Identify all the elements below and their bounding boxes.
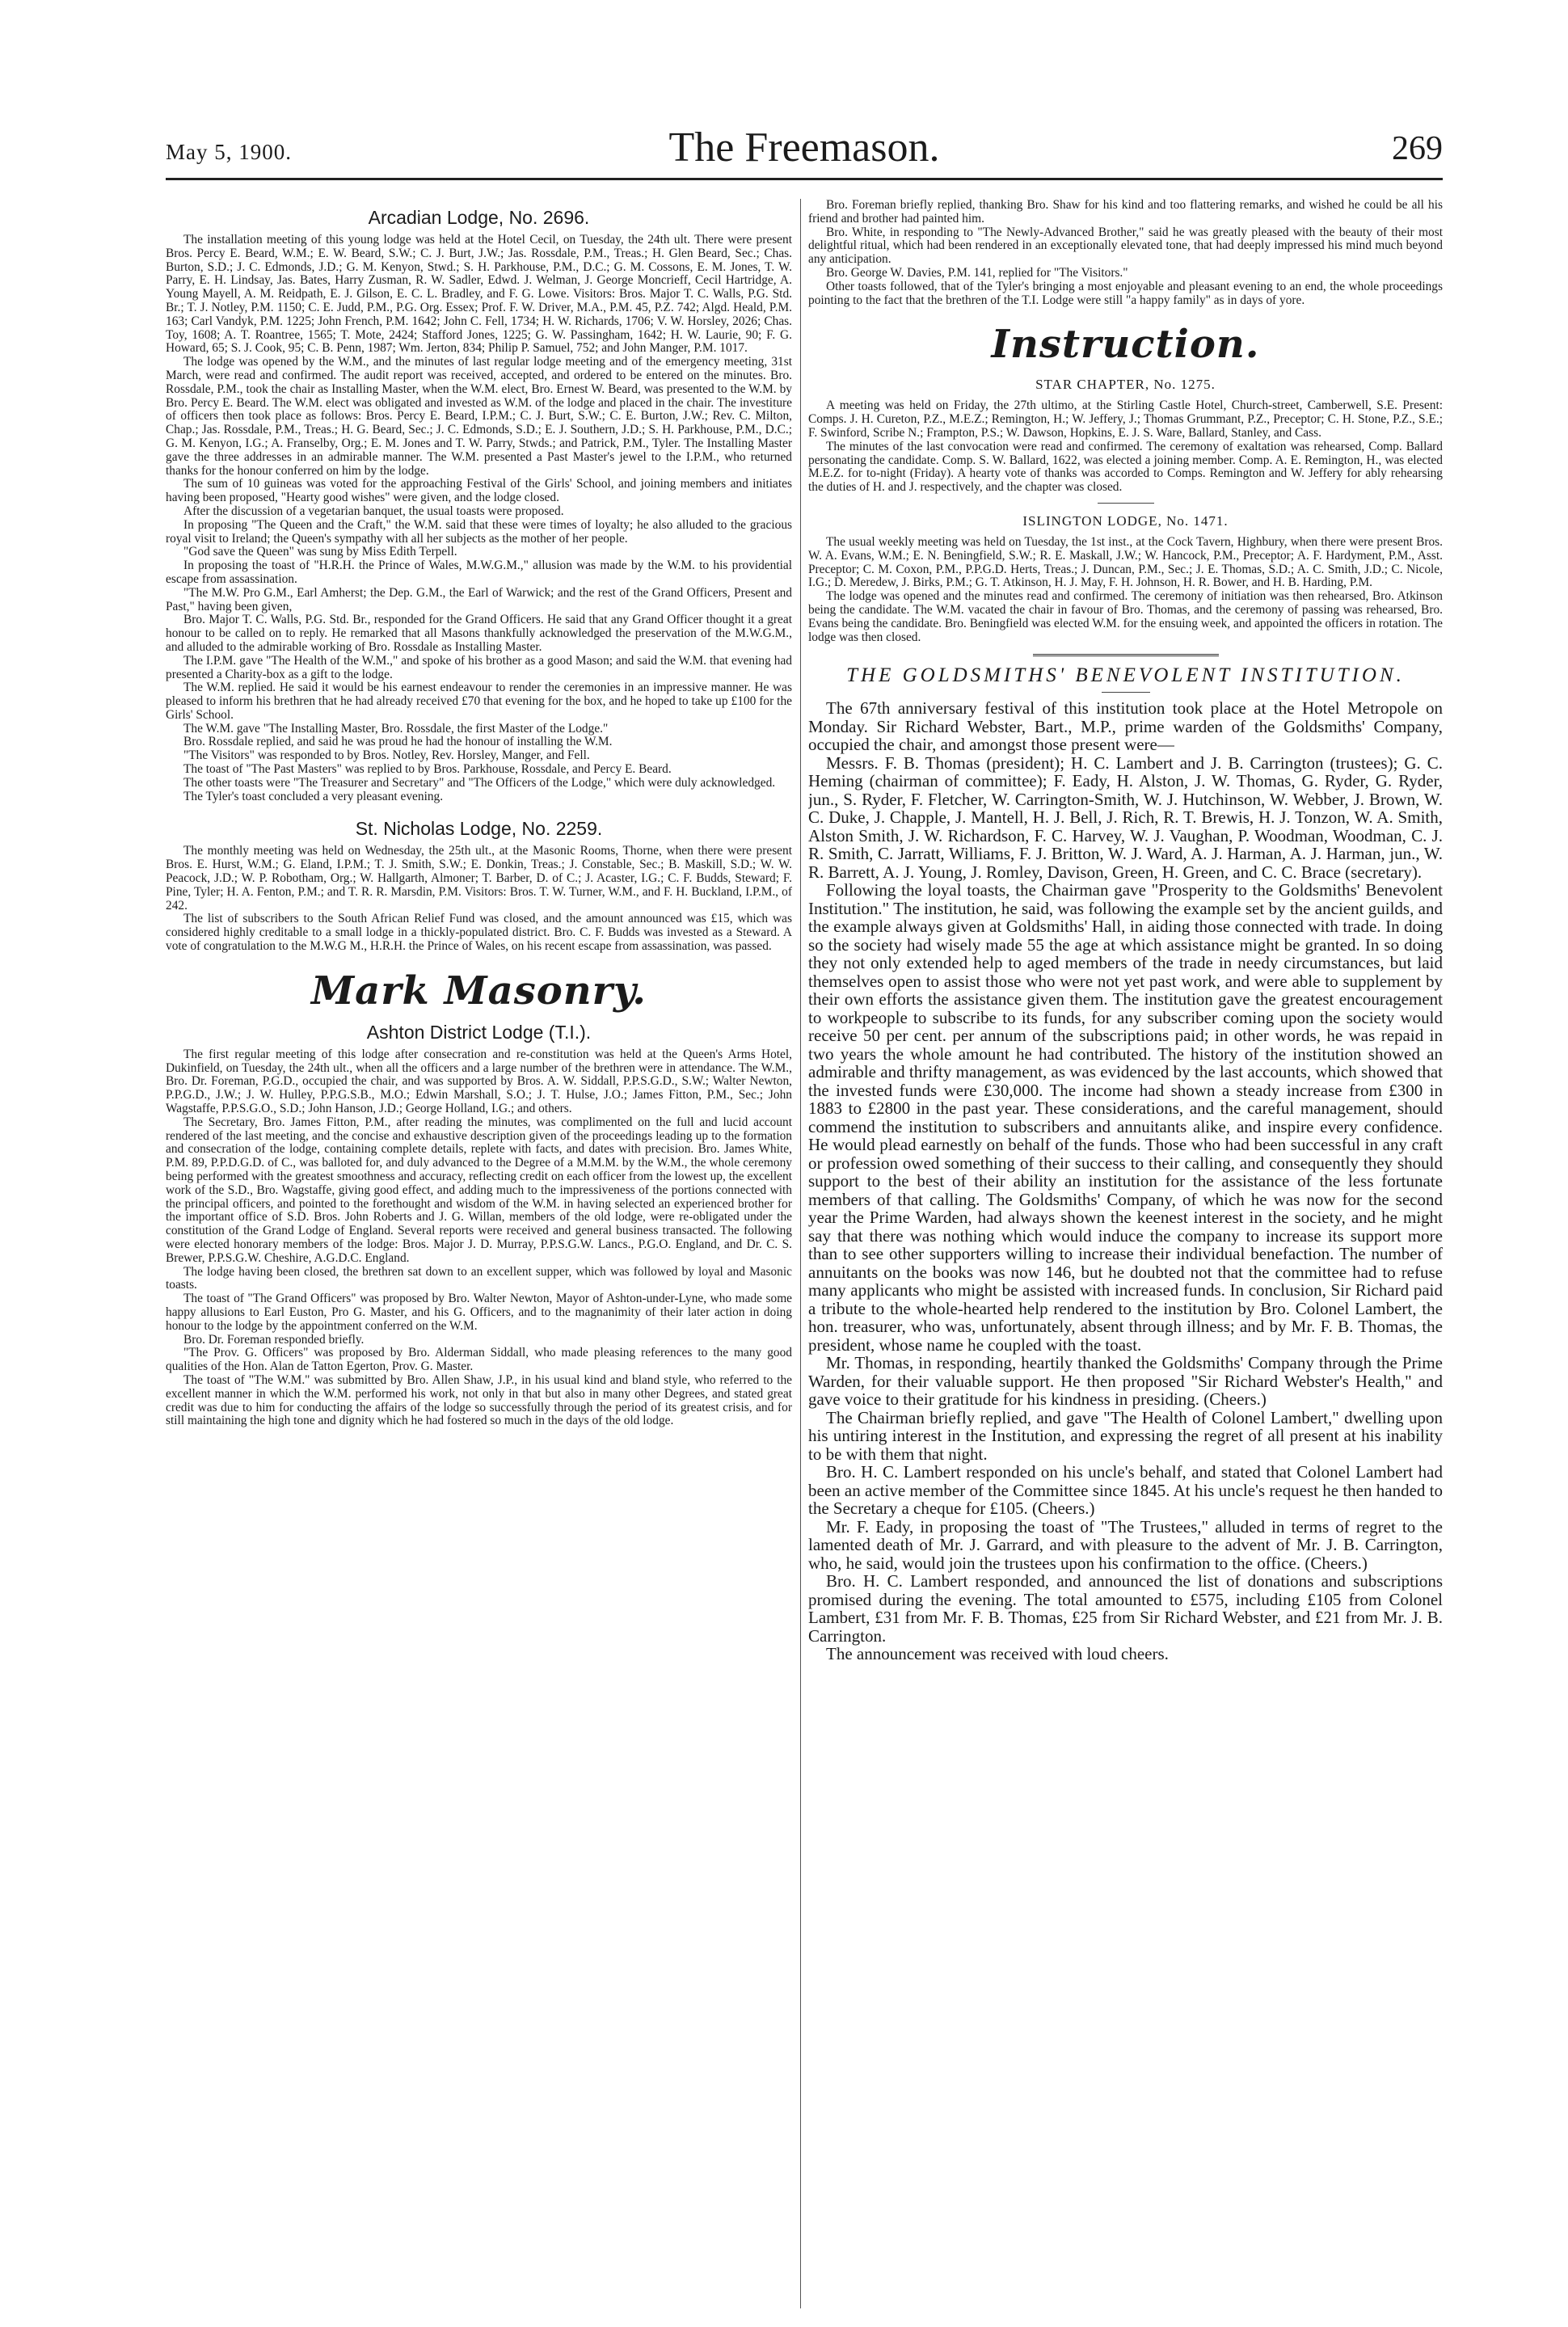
paragraph: The toast of "The Past Masters" was replied to by Bros. Parkhouse, Rossdale, and Percy E. Beard. [183, 762, 672, 777]
paragraph: The sum of 10 guineas was voted for the approaching Festival of the Girls' School, and joining members and initiates having been proposed, "Hearty good wishes" were given, and the lodge closed. [166, 477, 792, 505]
separator-rule [1033, 654, 1219, 656]
paragraph: "God save the Queen" was sung by Miss Edith Terpell. [183, 545, 457, 559]
masthead-rule [166, 178, 1443, 180]
separator-rule [1102, 692, 1150, 693]
paragraph: Other toasts followed, that of the Tyler's bringing a most enjoyable and pleasant evening to an end, the whole proceedings pointing to the fact that the brethren of the T.I. Lodge were still "a happy family" as in days of yore. [808, 279, 1443, 307]
article-body [166, 845, 792, 953]
paragraph: A meeting was held on Friday, the 27th ultimo, at the Stirling Castle Hotel, Church-street, Camberwell, S.E. Present: Comps. J. H. Cureton, P.Z., M.E.Z.; Remington, H.; W. Jeffery, J.; Thomas Grummant, P.Z., Preceptor; C. H. Stone, P.Z., S.E.; F. Swinford, Scribe N.; Frampton, P.S.; W. Dawson, Hopkins, E. J. S. Ware, Ballard, Stanley, and Cass. [808, 398, 1443, 440]
article-st-nicholas-lodge [166, 818, 792, 953]
paragraph: The other toasts were "The Treasurer and Secretary" and "The Officers of the Lodge," which were duly acknowledged. [183, 775, 776, 790]
paragraph: Bro. Major T. C. Walls, P.G. Std. Br., responded for the Grand Officers. He said that any Grand Officer thought it a great honour to be called on to reply. He remarked that all Masons thankfully acknowledged the preservation of the M.W.G.M., and alluded to the admirable working of Bro. Rossdale as Installing Master. [166, 613, 792, 654]
paragraph: The Chairman briefly replied, and gave "The Health of Colonel Lambert," dwelling upon his untiring interest in the Institution, and expressing the regret of all present at his inability to be with them that night. [808, 1407, 1443, 1464]
paragraph: The usual weekly meeting was held on Tuesday, the 1st inst., at the Cock Tavern, Highbury, when there were present Bros. W. A. Evans, W.M.; E. N. Beningfield, S.W.; R. E. Maskall, J.W.; W. Hancock, P.M., Preceptor; A. F. Hardyment, P.M., Asst. Preceptor; C. M. Coxon, P.M., P.P.G.D. Herts, Treas.; J. Duncan, P.M., Sec.; J. E. Thomas, S.D.; A. C. Smith, J.D.; C. Nicole, I.G.; D. Meredew, J. Birks, P.M.; G. T. Atkinson, H. J. May, F. H. Johnson, H. R. Bower, and H. B. Harding, P.M. [808, 534, 1443, 590]
article-heading: THE GOLDSMITHS' BENEVOLENT INSTITUTION. [846, 664, 1405, 687]
article-body [808, 536, 1443, 644]
article-body [808, 399, 1443, 495]
paragraph: Bro. George W. Davies, P.M. 141, replied for "The Visitors." [826, 265, 1128, 280]
paragraph: The monthly meeting was held on Wednesday, the 25th ult., at the Masonic Rooms, Thorne, when there were present Bros. E. Hurst, W.M.; G. Eland, I.P.M.; T. J. Smith, S.W.; E. Donkin, Treas.; J. Constable, Sec.; B. Maskill, S.D.; W. W. Peacock, J.D.; W. P. Robotham, Org.; W. Hallgarth, Almoner; T. Barber, D. of C.; J. Acaster, I.G.; C. F. Budds, Steward; F. Pine, Tyler; H. A. Fenton, P.M.; and T. R. R. Marsdin, P.M. Visitors: Bros. T. W. Turner, W.M., and F. H. Buckland, I.P.M., of 242. [166, 844, 792, 913]
left-column [166, 199, 792, 2304]
paragraph: Bro. Rossdale replied, and said he was proud he had the honour of installing the W.M. [183, 735, 613, 749]
paragraph: Bro. Dr. Foreman responded briefly. [183, 1332, 365, 1347]
paragraph: The lodge was opened by the W.M., and the minutes of last regular lodge meeting and of the emergency meeting, 31st March, were read and confirmed. The audit report was received, accepted, and ordered to be entered on the minutes. Bro. Rossdale, P.M., took the chair as Installing Master, when the W.M. elect, Bro. Ernest W. Beard, was presented to the W.M. by Bro. Percy E. Beard. The W.M. elect was obligated and invested as W.M. of the lodge and placed in the chair. The investiture of officers then took place as follows: Bros. Percy E. Beard, I.P.M.; C. J. Burt, S.W.; C. E. Burton, J.W.; Rev. C. Milton, Chap.; Jas. Rossdale, P.M., Treas.; H. G. Beard, Sec.; J. C. Edmonds, S.D.; E. J. Southern, J.D.; S. H. Parkhouse, P.M., D.C.; G. M. Kenyon, I.G.; A. Franselby, Org.; E. M. Jones and T. W. Parry, Stwds.; and Patrick, P.M., Tyler. The Installing Master gave the three addresses in an admirable manner. The W.M. presented a Past Master's jewel to the I.P.M., who returned thanks for the honour conferred on him by the lodge. [166, 355, 792, 478]
paragraph: The minutes of the last convocation were read and confirmed. The ceremony of exaltation was rehearsed, Comp. Ballard personating the candidate. Comp. S. W. Ballard, 1622, was elected a joining member. Comp. A. E. Remington, H., was elected M.E.Z. for to-night (Friday). A hearty vote of thanks was accorded to Comps. Remington and W. Jeffery for ably rehearsing the duties of H. and J. respectively, and the chapter was closed. [808, 439, 1443, 495]
article-body [808, 699, 1443, 1663]
paragraph: The Secretary, Bro. James Fitton, P.M., after reading the minutes, was complimented on the full and lucid account rendered of the last meeting, and the concise and exhaustive description given of the proceedings leading up to the formation and consecration of the lodge, containing complete details, replete with facts, and dates with precision. Bro. James White, P.M. 89, P.P.D.G.D. of C., was balloted for, and duly advanced to the Degree of a M.M.M. by the W.M., the whole ceremony being performed with the greatest smoothness and accuracy, reflecting credit on each officer from the lowest up, the excellent work of the S.D., Bro. Wagstaffe, giving good effect, and adding much to the impressiveness of the portions connected with the principal officers, and pointed to the forethought and wisdom of the W.M. in having selected an experienced brother for the important office of S.D. Bros. John Roberts and J. G. Willan, members of the old lodge, were re-obligated under the constitution of the Grand Lodge of England. Several reports were received and general business transacted. The following were elected honorary members of the lodge: Bros. Major J. D. Murray, P.P.S.G.W. Lancs., P.G.O. England, and Dr. C. S. Brewer, P.P.S.G.W. Cheshire, A.G.D.C. England. [166, 1115, 792, 1265]
paragraph: Mr. F. Eady, in proposing the toast of "The Trustees," alluded in terms of regret to the lamented death of Mr. J. Garrard, and with pleasure to the advent of Mr. J. B. Carrington, who, he said, would join the trustees upon his confirmation to the office. (Cheers.) [808, 1516, 1443, 1573]
article-body [166, 1048, 792, 1428]
paragraph: Bro. H. C. Lambert responded, and announced the list of donations and subscriptions promised during the evening. The total amounted to £575, including £105 from Colonel Lambert, £31 from Mr. F. B. Thomas, £25 from Sir Richard Webster, and £21 from Mr. J. B. Carrington. [808, 1571, 1443, 1646]
newspaper-title: The Freemason. [668, 124, 940, 171]
page-number: 269 [1392, 130, 1443, 167]
paragraph: The lodge was opened and the minutes read and confirmed. The ceremony of initiation was then rehearsed, Bro. Atkinson being the candidate. The W.M. vacated the chair in favour of Bro. Thomas, and the ceremony of passing was rehearsed, Bro. Evans being the candidate. Bro. Beningfield was elected W.M. for the ensuing week, and appointed the officers in rotation. The lodge was then closed. [808, 589, 1443, 644]
paragraph: The W.M. gave "The Installing Master, Bro. Rossdale, the first Master of the Lodge." [183, 721, 609, 736]
paragraph: Bro. H. C. Lambert responded on his uncle's behalf, and stated that Colonel Lambert had been an active member of the Committee since 1845. At his uncle's request he then handed to the Secretary a cheque for £105. (Cheers.) [808, 1462, 1443, 1519]
paragraph: "The Prov. G. Officers" was proposed by Bro. Alderman Siddall, who made pleasing references to the many good qualities of the Hon. Alan de Tatton Egerton, Prov. G. Master. [166, 1346, 792, 1374]
article-arcadian-lodge [166, 207, 792, 803]
article-goldsmiths-institution [808, 664, 1443, 1663]
masthead [166, 121, 1443, 171]
paragraph: The toast of "The W.M." was submitted by Bro. Allen Shaw, J.P., in his usual kind and bland style, who referred to the excellent manner in which the W.M. performed his work, not only in that but also in many other Degrees, and stated great credit was due to him for conducting the affairs of the lodge so successfully through the period of its greatest crisis, and for still maintaining the high tone and dignity which he had fostered so much in the days of the old lodge. [166, 1372, 792, 1428]
paragraph: The installation meeting of this young lodge was held at the Hotel Cecil, on Tuesday, the 24th ult. There were present Bros. Percy E. Beard, W.M.; E. W. Beard, S.W.; C. J. Burt, J.W.; Jas. Rossdale, P.M., Treas.; H. Glen Beard, Sec.; Chas. Burton, S.D.; J. C. Edmonds, J.D.; G. M. Kenyon, Stwd.; S. H. Parkhouse, P.M., D.C.; G. M. Cossons, E. M. Jones, T. W. Parry, E. H. Lindsay, Jas. Bates, Harry Zusman, R. W. Sadler, Edwd. J. Welman, J. George Moncrieff, Cecil Hartridge, A. Young Mayell, A. M. Reidpath, E. J. Gilson, E. C. L. Bradley, and F. G. Lowe. Visitors: Bros. Major T. C. Walls, P.G. Std. Br.; T. J. Notley, P.M. 1150; C. E. Judd, P.M., P.G. Org. Essex; Prof. F. W. Driver, M.A., P.M. 45, P.Z. 742; Algd. Heald, P.M. 163; Carl Vandyk, P.M. 1225; John French, P.M. 1642; John C. Fell, 1734; H. W. Richards, 1706; V. W. Horsley, 2026; Chas. Toy, 1608; A. T. Roantree, 1565; T. Mote, 2424; Stafford Jones, 1225; G. W. Passingham, 1642; H. W. Laurie, 90; F. G. Howard, 65; S. J. Cook, 95; C. B. Penn, 1987; Wm. Jerton, 834; Philip P. Samuel, 752; and John Manger, P.M. 1017. [166, 233, 792, 356]
paragraph: The toast of "The Grand Officers" was proposed by Bro. Walter Newton, Mayor of Ashton-under-Lyne, who made some happy allusions to Earl Euston, Pro G. Master, and his G. Officers, and to the magnanimity of their later action in doing honour to the lodge by the appointment conferred on the W.M. [166, 1292, 792, 1333]
paragraph: After the discussion of a vegetarian banquet, the usual toasts were proposed. [183, 504, 564, 518]
section-heading: Instruction. [991, 322, 1260, 368]
issue-date: May 5, 1900. [166, 140, 292, 164]
separator-rule [1098, 503, 1154, 504]
article-mark-continued [808, 199, 1443, 307]
column-divider [800, 199, 801, 2308]
section-instruction [808, 322, 1443, 644]
article-heading: ISLINGTON LODGE, No. 1471. [1022, 512, 1229, 529]
article-heading: Arcadian Lodge, No. 2696. [368, 207, 590, 228]
paragraph: Following the loyal toasts, the Chairman gave "Prosperity to the Goldsmiths' Benevolent Institution." The institution, he said, was following the example set by the ancient guilds, and the example always given at Goldsmiths' Hall, in aiding those connected with trade. In doing so the society had wisely made 55 the age at which assistance might be granted. In so doing they not only extended help to aged members of the trade in needy circumstances, but laid themselves open to assist those who were not yet past work, and were able to supplement by their own efforts the assistance given them. The institution gave the greatest encouragement to workpeople to subscribe to its funds, for any subscriber coming upon the society would receive 50 per cent. per annum of the subscriptions paid; in other words, he was repaid in two years the whole amount he had contributed. The history of the institution showed an admirable and thrifty management, as was evidenced by the last accounts, which showed that the invested funds were £30,000. The income had shown a steady increase from £300 in 1883 to £2800 in the past year. These considerations, and the careful management, should commend the institution to subscribers and annuitants alike, and inspire every confidence. He would plead earnestly on behalf of the funds. Those who had been successful in any craft or profession owed something of their success to their calling, and consequently they should support to the best of their ability an institution for the assistance of the less fortunate members of that calling. The Goldsmiths' Company, of which he was now for the second year the Prime Warden, had always shown the keenest interest in the society, and he might say that there was nothing which would induce the company to increase its support more than to see other supporters willing to increase their individual benefaction. The number of annuitants on the books was now 146, but he doubted not that the committee had to refuse many applicants who might be assisted with increased funds. In conclusion, Sir Richard paid a tribute to the whole-hearted help rendered to the institution by Bro. Colonel Lambert, the hon. treasurer, who was, unfortunately, absent through illness; and by Mr. F. B. Thomas, the president, whose name he coupled with the toast. [808, 880, 1443, 1355]
paragraph: "The M.W. Pro G.M., Earl Amherst; the Dep. G.M., the Earl of Warwick; and the rest of the Grand Officers, Present and Past," having been given, [166, 585, 792, 613]
paragraph: The Tyler's toast concluded a very pleasant evening. [183, 789, 444, 803]
paragraph: The 67th anniversary festival of this institution took place at the Hotel Metropole on Monday. Sir Richard Webster, Bart., M.P., prime warden of the Goldsmiths' Company, occupied the chair, and amongst those present were— [808, 698, 1443, 755]
paragraph: Mr. Thomas, in responding, heartily thanked the Goldsmiths' Company through the Prime Warden, for their valuable support. He then proposed "Sir Richard Webster's Health," and gave voice to their gratitude for his kindness in presiding. (Cheers.) [808, 1353, 1443, 1410]
paragraph: The first regular meeting of this lodge after consecration and re-constitution was held at the Queen's Arms Hotel, Dukinfield, on Tuesday, the 24th ult., when all the officers and a large number of the brethren were in attendance. The W.M., Bro. Dr. Foreman, P.G.D., occupied the chair, and was supported by Bros. A. W. Siddall, P.P.S.G.D., S.W.; Walter Newton, P.P.G.D., J.W.; J. W. Hulley, P.P.G.S.B., M.O.; Edwin Marshall, S.O.; J. T. Hulse, J.O.; James Fitton, P.M., Sec.; John Wagstaffe, P.P.S.G.O., S.D.; John Hanson, J.D.; George Holland, I.G.; and others. [166, 1047, 792, 1116]
paragraph: In proposing "The Queen and the Craft," the W.M. said that these were times of loyalty; he also alluded to the gracious royal visit to Ireland; the Queen's sympathy with all her subjects as the mother of her people. [166, 517, 792, 546]
article-heading: St. Nicholas Lodge, No. 2259. [355, 818, 603, 840]
paragraph: The I.P.M. gave "The Health of the W.M.," and spoke of his brother as a good Mason; and said the W.M. that evening had presented a Charity-box as a gift to the lodge. [166, 653, 792, 681]
paragraph: Bro. Foreman briefly replied, thanking Bro. Shaw for his kind and too flattering remarks, and wished he could be all his friend and brother had painted him. [808, 199, 1443, 226]
section-heading: Mark Masonry. [310, 967, 647, 1014]
section-mark-masonry [166, 968, 792, 1428]
paragraph: The list of subscribers to the South African Relief Fund was closed, and the amount announced was £15, which was considered highly creditable to a small lodge in a thickly-populated district. Bro. C. F. Budds was invested as a Steward. A vote of congratulation to the M.W.G M., H.R.H. the Prince of Wales, on his recent escape from assassination, was passed. [166, 912, 792, 954]
paragraph: "The Visitors" was responded to by Bros. Notley, Rev. Horsley, Manger, and Fell. [183, 748, 590, 763]
paragraph: The lodge having been closed, the brethren sat down to an excellent supper, which was followed by loyal and Masonic toasts. [166, 1264, 792, 1292]
paragraph: The announcement was received with loud cheers. [826, 1644, 1169, 1664]
paragraph: Bro. White, in responding to "The Newly-Advanced Brother," said he was greatly pleased with the beauty of their most delightful ritual, which had been rendered in an exceptionally elevated tone, that had deeply impressed his mind much beyond any anticipation. [808, 225, 1443, 267]
article-heading: STAR CHAPTER, No. 1275. [1035, 377, 1216, 393]
article-heading: Ashton District Lodge (T.I.). [366, 1021, 592, 1043]
paragraph: Messrs. F. B. Thomas (president); H. C. Lambert and J. B. Carrington (trustees); G. C. Heming (chairman of committee); F. Eady, H. Alston, J. W. Thomas, G. Ryder, G. Ryder, jun., S. Ryder, F. Fletcher, W. Carrington-Smith, W. J. Hutchinson, W. Webber, J. Brown, W. C. Duke, J. Chapple, J. Mantell, H. J. Bell, J. Rich, R. T. Brewis, H. J. Tonzon, W. A. Smith, Alston Smith, J. W. Richardson, F. C. Harvey, W. J. Vaughan, P. Woodman, Woodman, C. J. R. Smith, C. Jarratt, Williams, F. J. Britton, W. J. Ward, A. J. Harman, A. J. Harman, jun., W. R. Barrett, A. J. Young, J. Romley, Davison, Green, H. Green, and C. C. Brace (secretary). [808, 752, 1443, 882]
paragraph: In proposing the toast of "H.R.H. the Prince of Wales, M.W.G.M.," allusion was made by the W.M. to his providential escape from assassination. [166, 559, 792, 586]
right-column [808, 199, 1443, 2304]
article-body [166, 234, 792, 803]
paragraph: The W.M. replied. He said it would be his earnest endeavour to render the ceremonies in an impressive manner. He was pleased to inform his brethren that he had already received £70 that evening for the box, and he hoped to take up £100 for the Girls' School. [166, 681, 792, 722]
